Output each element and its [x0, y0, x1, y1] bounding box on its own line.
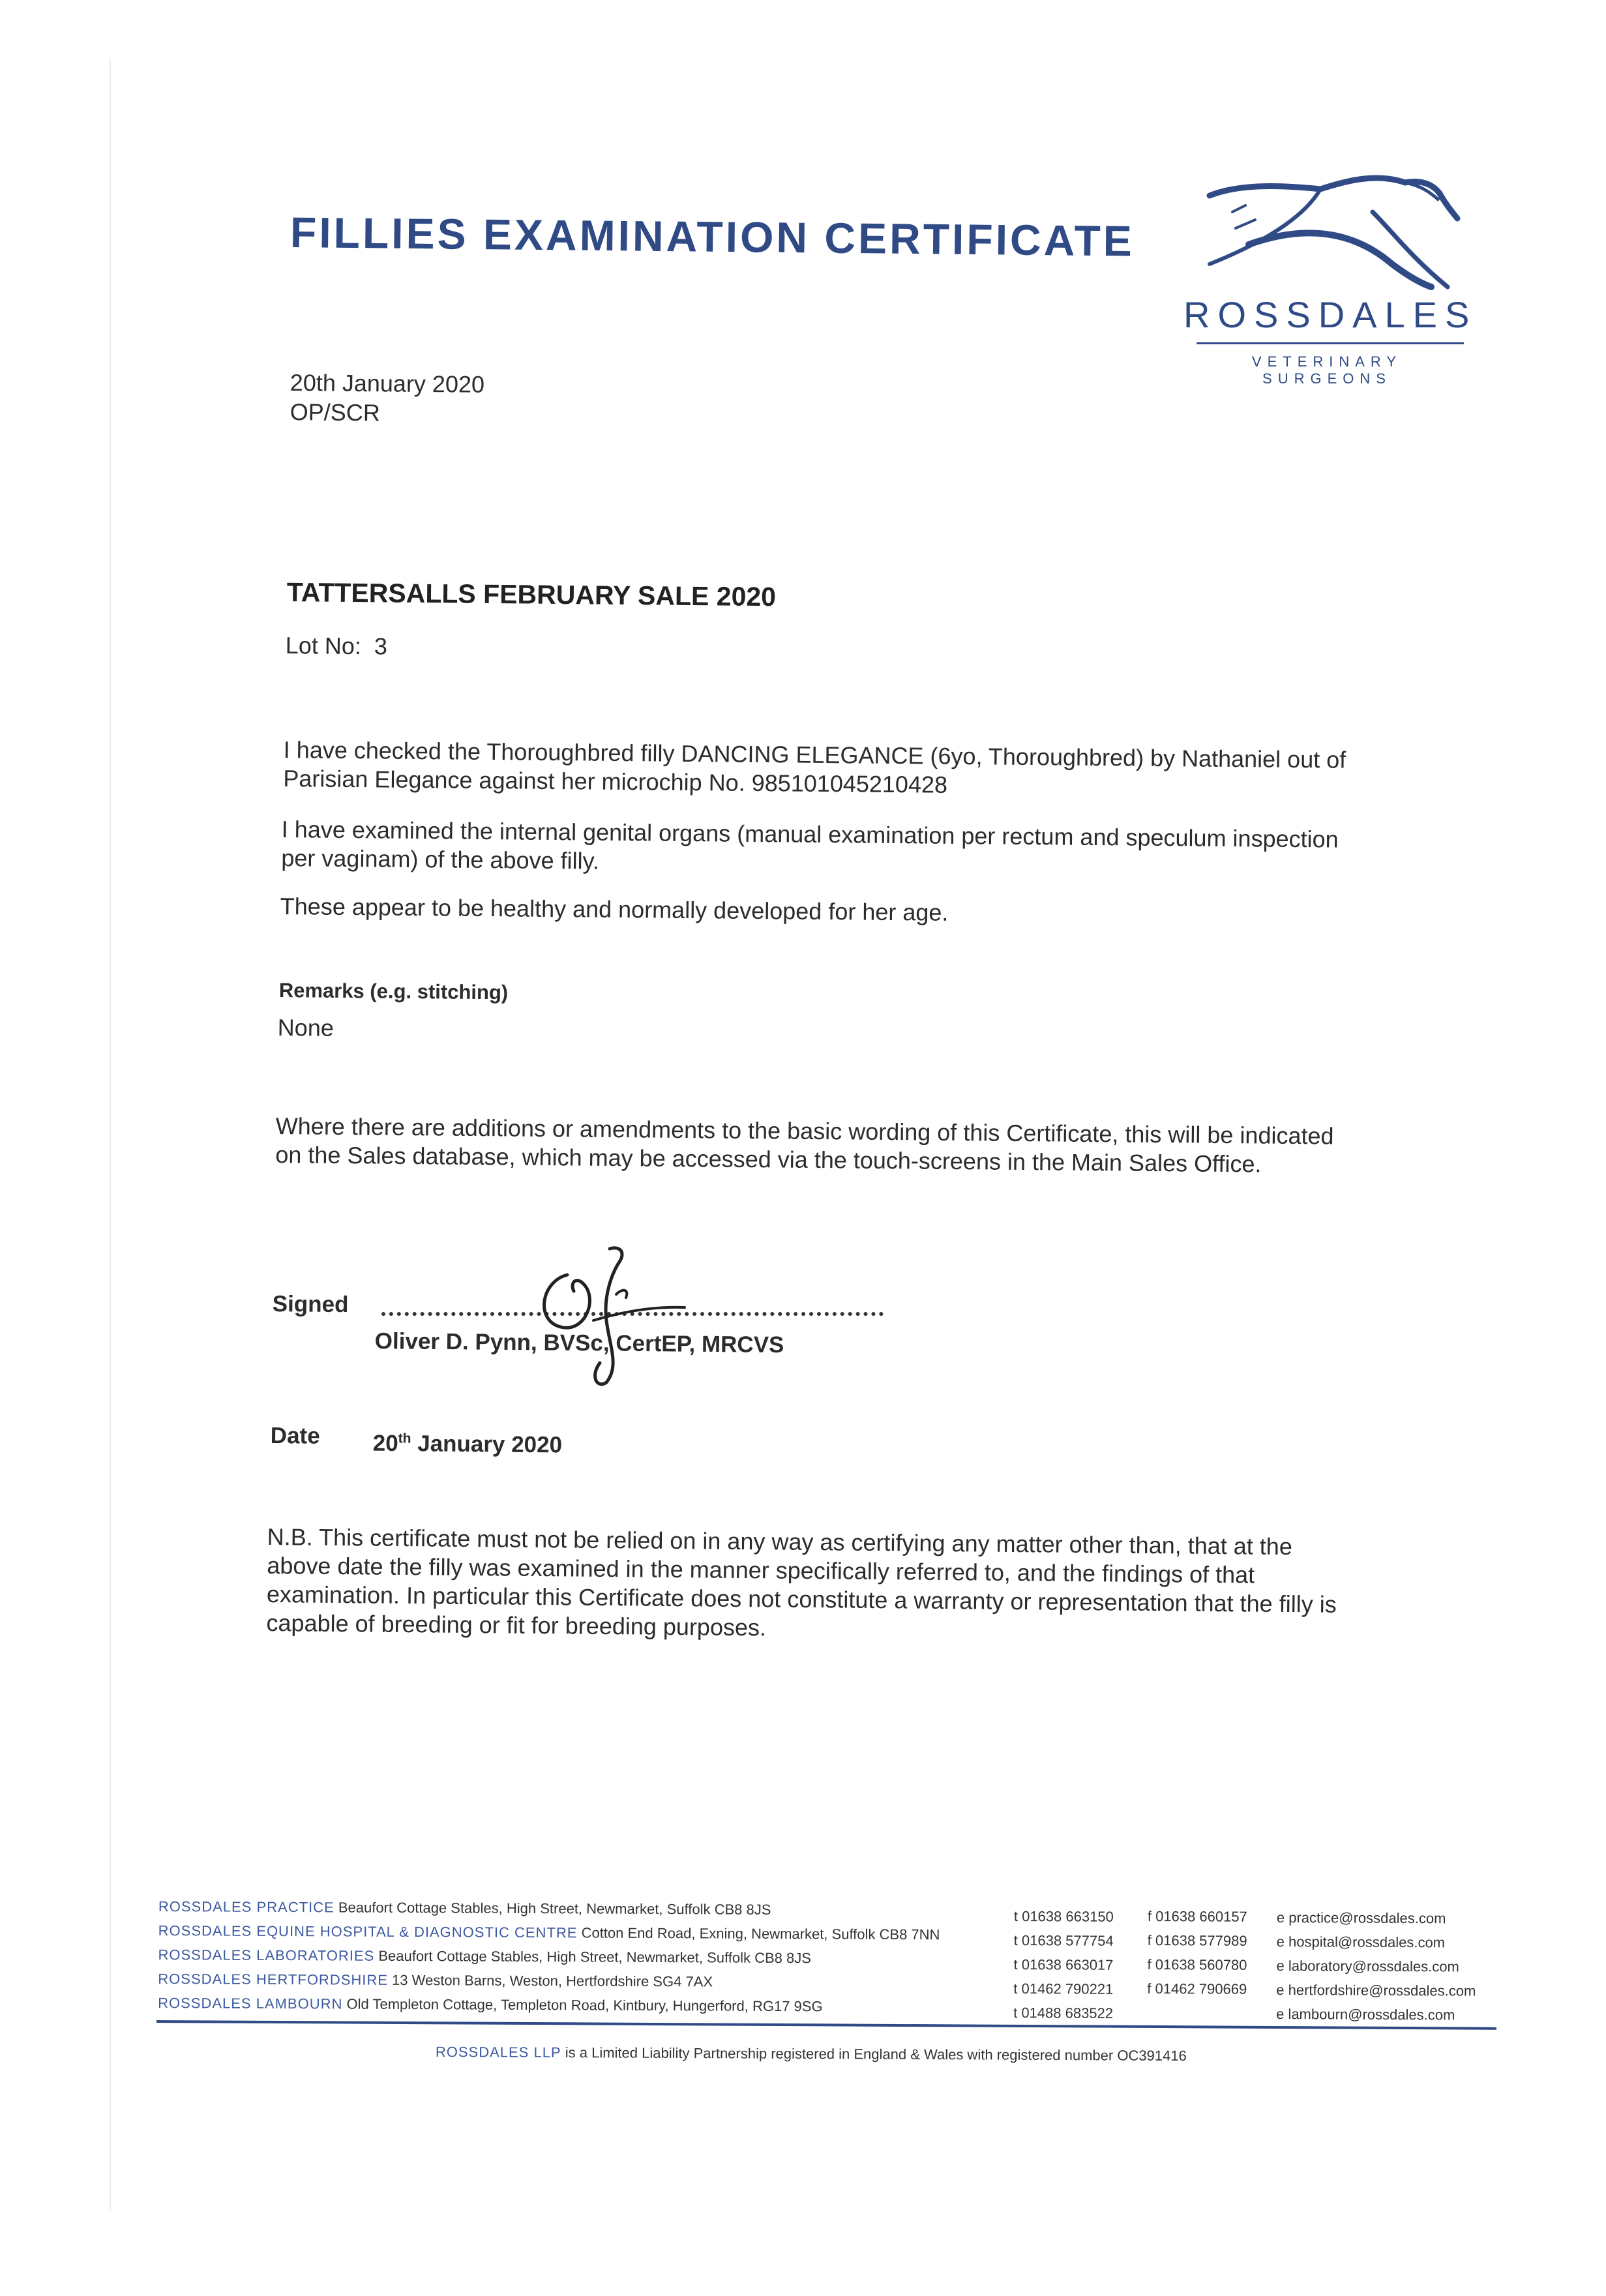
- rossdales-logo: [1183, 166, 1478, 387]
- footer-tel: t 01638 663017: [1013, 1956, 1114, 1973]
- nb-disclaimer: [266, 1523, 1389, 1648]
- footer-tel: t 01488 683522: [1013, 2004, 1114, 2021]
- amendments-paragraph: [275, 1112, 1371, 1180]
- footer-email[interactable]: e lambourn@rossdales.com: [1276, 2005, 1455, 2023]
- scan-margin-line: [110, 59, 111, 2211]
- footer-site: ROSSDALES LABORATORIES Beaufort Cottage Stables, High Street, Newmarket, Suffolk CB8 8JS: [158, 1946, 812, 1967]
- date-rest: January 2020: [417, 1431, 563, 1458]
- footer-tel: t 01462 790221: [1013, 1980, 1114, 1997]
- examination-line-1: I have examined the internal genital organs (manual examination per rectum and speculum inspection: [281, 816, 1339, 853]
- identification-line-2: Parisian Elegance against her microchip No. 985101045210428: [283, 764, 948, 798]
- remarks-value: None: [277, 1014, 335, 1041]
- logo-divider: [1197, 342, 1464, 344]
- findings-paragraph: These appear to be healthy and normally developed for her age.: [280, 893, 949, 926]
- lot-number: [286, 631, 388, 661]
- nb-line-2: above date the filly was examined in the manner specifically referred to, and the findings of that: [267, 1551, 1255, 1588]
- date-suffix: th: [398, 1431, 411, 1446]
- logo-subtitle: VETERINARY SURGEONS: [1251, 353, 1403, 387]
- amendments-line-1: Where there are additions or amendments to the basic wording of this Certificate, this will be indicated: [275, 1112, 1334, 1150]
- handwritten-signature: [522, 1236, 698, 1392]
- footer-fax: f 01462 790669: [1147, 1980, 1247, 1997]
- footer-fax: f 01638 577989: [1147, 1931, 1247, 1949]
- signed-label: Signed: [272, 1290, 349, 1318]
- footer-tel: t 01638 577754: [1013, 1931, 1114, 1949]
- sale-heading: TATTERSALLS FEBRUARY SALE 2020: [286, 577, 777, 612]
- legal-company: ROSSDALES LLP: [435, 2044, 561, 2061]
- signatory-name: Oliver D. Pynn, BVSc, CertEP, MRCVS: [374, 1328, 784, 1358]
- footer-fax: f 01638 560780: [1147, 1956, 1247, 1973]
- identification-paragraph: [283, 736, 1379, 803]
- footer-site: ROSSDALES EQUINE HOSPITAL & DIAGNOSTIC CENTRE Cotton End Road, Exning, Newmarket, Suffolk CB8 7NN: [158, 1922, 940, 1943]
- amendments-line-2: on the Sales database, which may be accessed via the touch-screens in the Main Sales Office.: [275, 1141, 1262, 1178]
- footer-site: ROSSDALES LAMBOURN Old Templeton Cottage, Templeton Road, Kintbury, Hungerford, RG17 9SG: [158, 1994, 823, 2015]
- identification-line-1: I have checked the Thoroughbred filly DANCING ELEGANCE (6yo, Thoroughbred) by Nathaniel out of: [283, 736, 1346, 773]
- horse-icon: [1197, 166, 1470, 290]
- date-day: 20: [372, 1430, 398, 1457]
- footer-emails: [1276, 1905, 1476, 2027]
- footer-email[interactable]: e hertfordshire@rossdales.com: [1276, 1981, 1476, 1999]
- certificate-date: 20th January 2020: [290, 368, 485, 398]
- remarks-label: Remarks (e.g. stitching): [278, 978, 509, 1004]
- footer-tel: t 01638 663150: [1013, 1908, 1114, 1925]
- footer-email[interactable]: e hospital@rossdales.com: [1276, 1933, 1446, 1951]
- certificate-reference: OP/SCR: [290, 398, 381, 426]
- lot-label: Lot No:: [285, 631, 362, 660]
- examination-paragraph: [281, 815, 1377, 883]
- legal-text: is a Limited Liability Partnership registered in England & Wales with registered number OC391416: [565, 2044, 1187, 2065]
- footer-addresses: [158, 1894, 940, 2019]
- footer-fax: f 01638 660157: [1147, 1908, 1247, 1925]
- page-title: FILLIES EXAMINATION CERTIFICATE: [290, 208, 1135, 265]
- nb-line-1: N.B. This certificate must not be relied on in any way as certifying any matter other than, that at the: [267, 1523, 1293, 1560]
- examination-date: [373, 1424, 563, 1459]
- examination-line-2: per vaginam) of the above filly.: [281, 844, 600, 874]
- lot-value: 3: [374, 633, 388, 660]
- nb-line-4: capable of breeding or fit for breeding purposes.: [266, 1609, 767, 1641]
- logo-wordmark: ROSSDALES: [1183, 294, 1478, 335]
- footer-site: ROSSDALES HERTFORDSHIRE 13 Weston Barns, Weston, Hertfordshire SG4 7AX: [158, 1970, 713, 1990]
- footer-site: ROSSDALES PRACTICE Beaufort Cottage Stables, High Street, Newmarket, Suffolk CB8 8JS: [158, 1898, 771, 1918]
- date-label: Date: [270, 1423, 320, 1449]
- nb-line-3: examination. In particular this Certificate does not constitute a warranty or representation that the filly is: [266, 1580, 1337, 1618]
- footer-email[interactable]: e laboratory@rossdales.com: [1276, 1957, 1459, 1975]
- footer-legal: [436, 2040, 1187, 2068]
- footer-faxes: [1147, 1904, 1247, 2001]
- footer-email[interactable]: e practice@rossdales.com: [1276, 1909, 1446, 1927]
- footer-telephones: [1013, 1904, 1114, 2025]
